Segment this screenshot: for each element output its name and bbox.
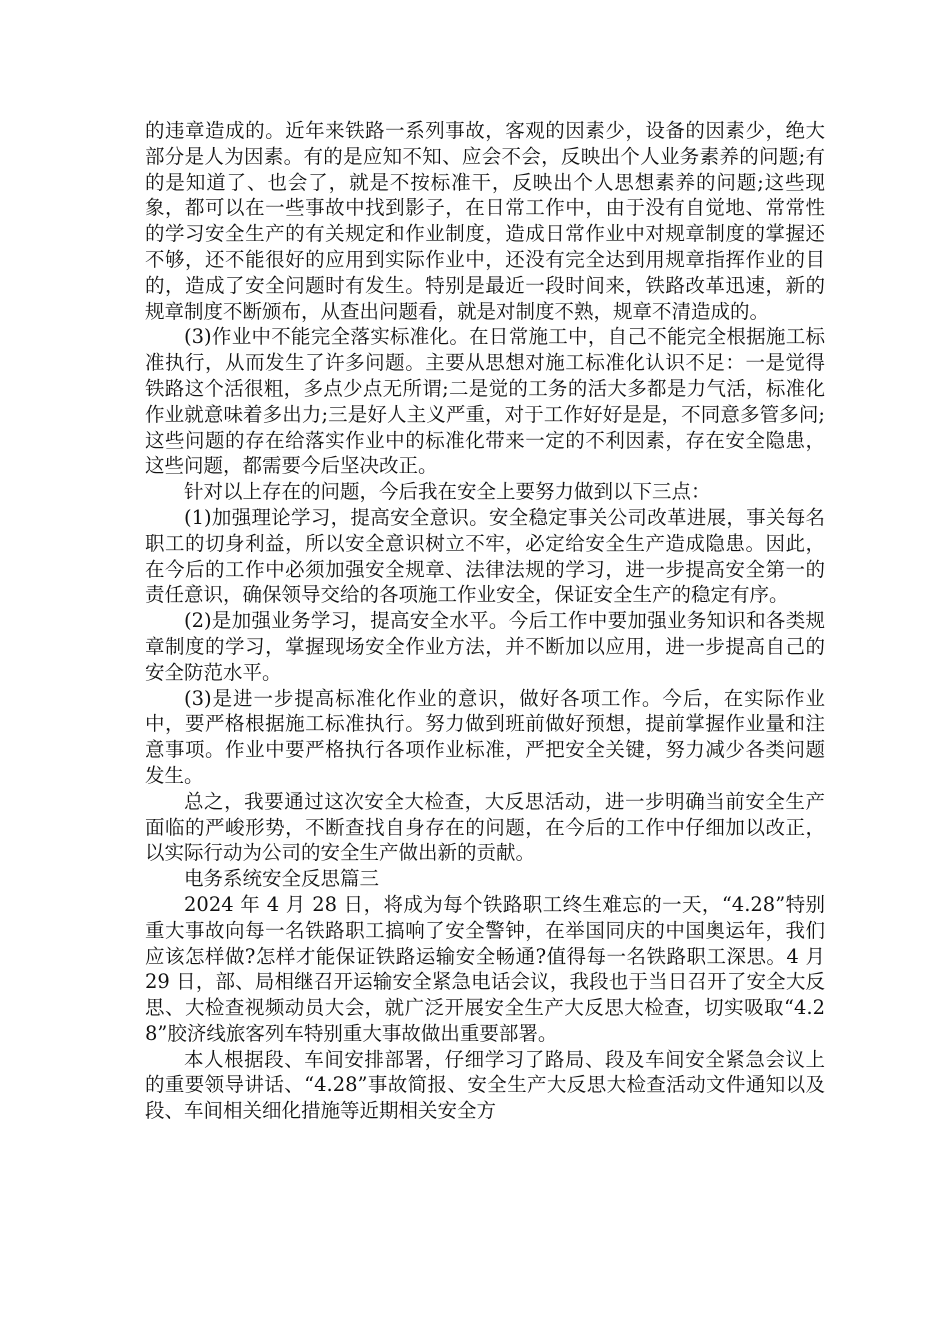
paragraph: (2)是加强业务学习，提高安全水平。今后工作中要加强业务知识和各类规章制度的学习，掌握现场安全作业方法，并不断加以应用，进一步提高自己的安全防范水平。 — [145, 609, 825, 684]
document-page — [145, 118, 825, 1124]
section-heading: 电务系统安全反思篇三 — [184, 867, 380, 891]
paragraph: 本人根据段、车间安排部署，仔细学习了路局、段及车间安全紧急会议上的重要领导讲话、“4.28”事故简报、安全生产大反思大检查活动文件通知以及段、车间相关细化措施等近期相关安全方 — [145, 1047, 825, 1123]
paragraph: 2024 年 4 月 28 日，将成为每个铁路职工终生难忘的一天，“4.28”特别重大事故向每一名铁路职工搞响了安全警钟，在举国同庆的中国奥运年，我们应该怎样做?怎样才能保证铁路运输安全畅通?值得每一名铁路职工深思。4 月 29 日，部、局相继召开运输安全紧急电话会议，我段也于当日召开了安全大反思、大检查视频动员大会，就广泛开展安全生产大反思大检查，切实吸取“4.28”胶济线旅客列车特别重大事故做出重要部署。 — [145, 892, 825, 1045]
paragraph: (3)是进一步提高标准化作业的意识，做好各项工作。今后，在实际作业中，要严格根据施工标准执行。努力做到班前做好预想，提前掌握作业量和注意事项。作业中要严格执行各项作业标准，严把安全关键，努力减少各类问题发生。 — [145, 686, 825, 787]
paragraph: (3)作业中不能完全落实标准化。在日常施工中，自己不能完全根据施工标准执行，从而发生了许多问题。主要从思想对施工标准化认识不足：一是觉得铁路这个活很粗，多点少点无所谓;二是觉的工务的活大多都是力气活，标准化作业就意味着多出力;三是好人主义严重，对于工作好好是是，不同意多管多问;这些问题的存在给落实作业中的标准化带来一定的不利因素，存在安全隐患，这些问题，都需要今后坚决改正。 — [145, 325, 825, 478]
paragraph: 总之，我要通过这次安全大检查，大反思活动，进一步明确当前安全生产面临的严峻形势，不断查找自身存在的问题，在今后的工作中仔细加以改正，以实际行动为公司的安全生产做出新的贡献。 — [145, 789, 825, 865]
paragraph: 的违章造成的。近年来铁路一系列事故，客观的因素少，设备的因素少，绝大部分是人为因素。有的是应知不知、应会不会，反映出个人业务素养的问题;有的是知道了、也会了，就是不按标准干，反映出个人思想素养的问题;这些现象，都可以在一些事故中找到影子，在日常工作中，由于没有自觉地、常常性的学习安全生产的有关规定和作业制度，造成日常作业中对规章制度的掌握还不够，还不能很好的应用到实际作业中，还没有完全达到用规章指挥作业的目的，造成了安全问题时有发生。特别是最近一段时间来，铁路改革迅速，新的规章制度不断颁布，从查出问题看，就是对制度不熟，规章不清造成的。 — [145, 119, 825, 323]
paragraph: 针对以上存在的问题，今后我在安全上要努力做到以下三点： — [184, 480, 711, 504]
paragraph: (1)加强理论学习，提高安全意识。安全稳定事关公司改革进展，事关每名职工的切身利益，所以安全意识树立不牢，必定给安全生产造成隐患。因此，在今后的工作中必须加强安全规章、法律法规的学习，进一步提高安全第一的责任意识，确保领导交给的各项施工作业安全，保证安全生产的稳定有序。 — [145, 505, 825, 607]
